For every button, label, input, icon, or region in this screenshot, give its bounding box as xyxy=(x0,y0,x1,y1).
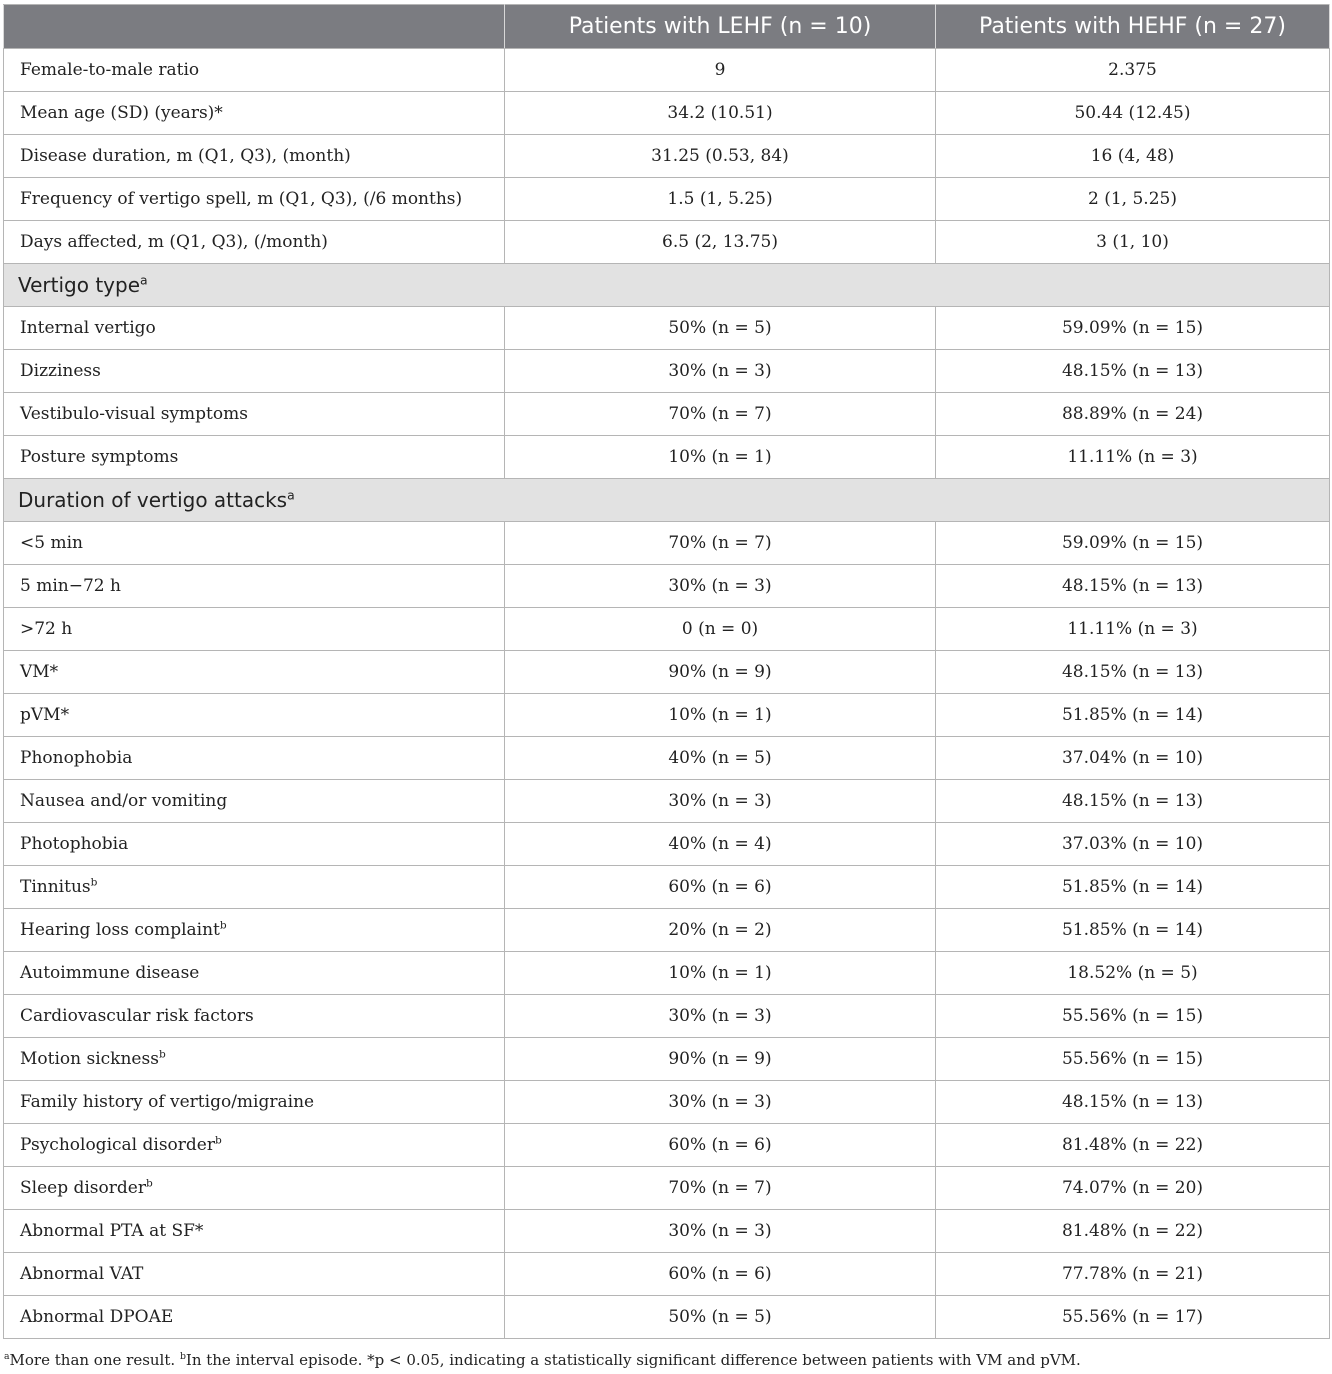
hehf-value: 81.48% (n = 22) xyxy=(936,1210,1330,1253)
lehf-value: 70% (n = 7) xyxy=(505,1167,936,1210)
hehf-value: 11.11% (n = 3) xyxy=(936,608,1330,651)
row-label-text: VM* xyxy=(20,662,59,682)
hehf-value: 55.56% (n = 15) xyxy=(936,995,1330,1038)
lehf-value: 6.5 (2, 13.75) xyxy=(505,221,936,264)
row-label xyxy=(4,866,505,909)
header-hehf-column: Patients with HEHF (n = 27) xyxy=(936,5,1330,49)
row-label-text: pVM* xyxy=(20,705,70,725)
section-row xyxy=(4,479,1330,522)
lehf-value: 30% (n = 3) xyxy=(505,780,936,823)
table-row xyxy=(4,995,1330,1038)
row-footnote-marker: b xyxy=(214,1134,222,1147)
hehf-value: 2.375 xyxy=(936,49,1330,92)
row-label-text: Hearing loss complaint xyxy=(20,920,220,940)
section-footnote-marker: a xyxy=(140,272,148,288)
row-label-text: Psychological disorder xyxy=(20,1135,215,1155)
row-label xyxy=(4,909,505,952)
row-label xyxy=(4,651,505,694)
table-row xyxy=(4,866,1330,909)
row-label xyxy=(4,823,505,866)
lehf-value: 10% (n = 1) xyxy=(505,436,936,479)
table-row xyxy=(4,1124,1330,1167)
row-label-text: Frequency of vertigo spell, m (Q1, Q3), (/6 months) xyxy=(20,189,463,209)
table-row xyxy=(4,221,1330,264)
lehf-value: 20% (n = 2) xyxy=(505,909,936,952)
header-label-column xyxy=(4,5,505,49)
lehf-value: 30% (n = 3) xyxy=(505,1210,936,1253)
row-label-text: Mean age (SD) (years)* xyxy=(20,103,223,123)
lehf-value: 60% (n = 6) xyxy=(505,1124,936,1167)
row-label-text: Family history of vertigo/migraine xyxy=(20,1092,315,1112)
data-table xyxy=(3,4,1330,1339)
row-label-text: Sleep disorder xyxy=(20,1178,146,1198)
row-label xyxy=(4,135,505,178)
row-label-text: >72 h xyxy=(20,619,73,639)
hehf-value: 55.56% (n = 17) xyxy=(936,1296,1330,1339)
row-footnote-marker: b xyxy=(219,919,227,932)
row-label xyxy=(4,178,505,221)
hehf-value: 55.56% (n = 15) xyxy=(936,1038,1330,1081)
lehf-value: 90% (n = 9) xyxy=(505,651,936,694)
hehf-value: 81.48% (n = 22) xyxy=(936,1124,1330,1167)
row-label xyxy=(4,221,505,264)
footnote-marker-b: b xyxy=(179,1351,186,1362)
lehf-value: 1.5 (1, 5.25) xyxy=(505,178,936,221)
row-label xyxy=(4,1038,505,1081)
table-row xyxy=(4,307,1330,350)
table-row xyxy=(4,1210,1330,1253)
row-label-text: Disease duration, m (Q1, Q3), (month) xyxy=(20,146,351,166)
footnote-text-a: More than one result. xyxy=(9,1351,176,1369)
lehf-value: 30% (n = 3) xyxy=(505,995,936,1038)
table-row xyxy=(4,780,1330,823)
table-row xyxy=(4,49,1330,92)
lehf-value: 10% (n = 1) xyxy=(505,952,936,995)
row-label xyxy=(4,694,505,737)
lehf-value: 60% (n = 6) xyxy=(505,1253,936,1296)
row-label-text: Days affected, m (Q1, Q3), (/month) xyxy=(20,232,328,252)
table-row xyxy=(4,178,1330,221)
section-heading xyxy=(4,479,1330,522)
lehf-value: 0 (n = 0) xyxy=(505,608,936,651)
row-label-text: Phonophobia xyxy=(20,748,133,768)
row-label xyxy=(4,608,505,651)
lehf-value: 30% (n = 3) xyxy=(505,565,936,608)
row-label-text: Abnormal PTA at SF* xyxy=(20,1221,204,1241)
lehf-value: 40% (n = 4) xyxy=(505,823,936,866)
row-footnote-marker: b xyxy=(145,1177,153,1190)
row-label-text: Abnormal VAT xyxy=(20,1264,144,1284)
hehf-value: 51.85% (n = 14) xyxy=(936,694,1330,737)
table-row xyxy=(4,1038,1330,1081)
section-heading xyxy=(4,264,1330,307)
row-label xyxy=(4,393,505,436)
row-label xyxy=(4,1296,505,1339)
hehf-value: 51.85% (n = 14) xyxy=(936,909,1330,952)
row-label xyxy=(4,1210,505,1253)
hehf-value: 16 (4, 48) xyxy=(936,135,1330,178)
section-label: Vertigo type xyxy=(18,273,141,297)
table-row xyxy=(4,1167,1330,1210)
row-label-text: Photophobia xyxy=(20,834,129,854)
row-label-text: 5 min−72 h xyxy=(20,576,121,596)
hehf-value: 48.15% (n = 13) xyxy=(936,565,1330,608)
table-row xyxy=(4,694,1330,737)
lehf-value: 90% (n = 9) xyxy=(505,1038,936,1081)
lehf-value: 30% (n = 3) xyxy=(505,350,936,393)
table-row xyxy=(4,1081,1330,1124)
hehf-value: 59.09% (n = 15) xyxy=(936,522,1330,565)
row-label xyxy=(4,565,505,608)
header-lehf-column: Patients with LEHF (n = 10) xyxy=(505,5,936,49)
row-label xyxy=(4,1253,505,1296)
row-label xyxy=(4,952,505,995)
row-label-text: Dizziness xyxy=(20,361,101,381)
row-label-text: Abnormal DPOAE xyxy=(20,1307,174,1327)
row-label-text: Internal vertigo xyxy=(20,318,156,338)
row-label-text: Nausea and/or vomiting xyxy=(20,791,228,811)
table-row xyxy=(4,135,1330,178)
row-label xyxy=(4,49,505,92)
lehf-value: 10% (n = 1) xyxy=(505,694,936,737)
hehf-value: 77.78% (n = 21) xyxy=(936,1253,1330,1296)
table-row xyxy=(4,522,1330,565)
row-label xyxy=(4,1167,505,1210)
table-footnote xyxy=(4,1351,1328,1369)
row-footnote-marker: b xyxy=(90,876,98,889)
row-label xyxy=(4,995,505,1038)
footnote-text-b: In the interval episode. *p < 0.05, indicating a statistically significant difference between patients with VM and pVM. xyxy=(185,1351,1081,1369)
table-header-row xyxy=(4,5,1330,49)
table-row xyxy=(4,823,1330,866)
lehf-value: 60% (n = 6) xyxy=(505,866,936,909)
hehf-value: 48.15% (n = 13) xyxy=(936,780,1330,823)
hehf-value: 48.15% (n = 13) xyxy=(936,350,1330,393)
table-row xyxy=(4,1253,1330,1296)
footnote-marker-a: a xyxy=(4,1351,10,1362)
row-label xyxy=(4,1081,505,1124)
lehf-value: 50% (n = 5) xyxy=(505,307,936,350)
table-row xyxy=(4,436,1330,479)
hehf-value: 59.09% (n = 15) xyxy=(936,307,1330,350)
hehf-value: 51.85% (n = 14) xyxy=(936,866,1330,909)
lehf-value: 9 xyxy=(505,49,936,92)
lehf-value: 31.25 (0.53, 84) xyxy=(505,135,936,178)
lehf-value: 70% (n = 7) xyxy=(505,393,936,436)
row-label xyxy=(4,92,505,135)
row-label xyxy=(4,307,505,350)
hehf-value: 88.89% (n = 24) xyxy=(936,393,1330,436)
row-label xyxy=(4,522,505,565)
table-row xyxy=(4,909,1330,952)
row-label-text: Female-to-male ratio xyxy=(20,60,200,80)
table-row xyxy=(4,1296,1330,1339)
table-row xyxy=(4,737,1330,780)
section-row xyxy=(4,264,1330,307)
hehf-value: 37.04% (n = 10) xyxy=(936,737,1330,780)
lehf-value: 50% (n = 5) xyxy=(505,1296,936,1339)
lehf-value: 30% (n = 3) xyxy=(505,1081,936,1124)
section-label: Duration of vertigo attacks xyxy=(18,488,288,512)
row-label xyxy=(4,780,505,823)
row-label-text: Autoimmune disease xyxy=(20,963,200,983)
lehf-value: 40% (n = 5) xyxy=(505,737,936,780)
table-row xyxy=(4,350,1330,393)
hehf-value: 18.52% (n = 5) xyxy=(936,952,1330,995)
table-row xyxy=(4,393,1330,436)
table-body xyxy=(4,49,1330,1339)
table-row xyxy=(4,92,1330,135)
table-row xyxy=(4,651,1330,694)
row-label-text: <5 min xyxy=(20,533,83,553)
row-label xyxy=(4,350,505,393)
row-label xyxy=(4,1124,505,1167)
section-footnote-marker: a xyxy=(287,487,295,503)
row-label xyxy=(4,436,505,479)
row-label-text: Motion sickness xyxy=(20,1049,159,1069)
hehf-value: 37.03% (n = 10) xyxy=(936,823,1330,866)
table-row xyxy=(4,608,1330,651)
hehf-value: 74.07% (n = 20) xyxy=(936,1167,1330,1210)
lehf-value: 70% (n = 7) xyxy=(505,522,936,565)
hehf-value: 2 (1, 5.25) xyxy=(936,178,1330,221)
hehf-value: 50.44 (12.45) xyxy=(936,92,1330,135)
hehf-value: 48.15% (n = 13) xyxy=(936,1081,1330,1124)
hehf-value: 11.11% (n = 3) xyxy=(936,436,1330,479)
row-footnote-marker: b xyxy=(158,1048,166,1061)
row-label-text: Posture symptoms xyxy=(20,447,179,467)
hehf-value: 3 (1, 10) xyxy=(936,221,1330,264)
table-row xyxy=(4,952,1330,995)
row-label-text: Vestibulo-visual symptoms xyxy=(20,404,248,424)
row-label-text: Cardiovascular risk factors xyxy=(20,1006,254,1026)
lehf-value: 34.2 (10.51) xyxy=(505,92,936,135)
hehf-value: 48.15% (n = 13) xyxy=(936,651,1330,694)
table-row xyxy=(4,565,1330,608)
row-label-text: Tinnitus xyxy=(20,877,91,897)
row-label xyxy=(4,737,505,780)
